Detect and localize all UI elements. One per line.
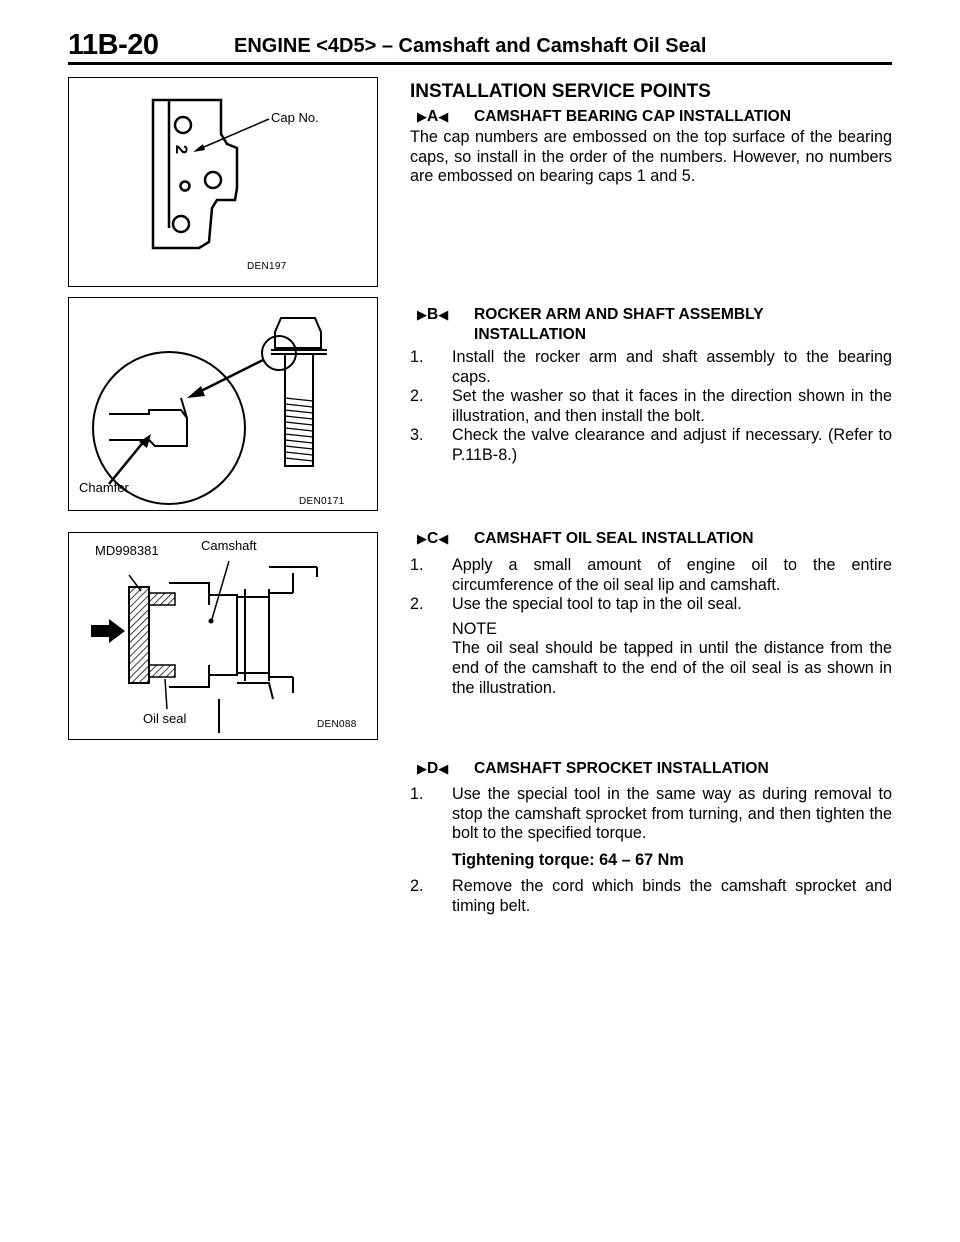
page-title: ENGINE <4D5> – Camshaft and Camshaft Oil Seal — [234, 35, 707, 57]
list-c — [410, 556, 892, 698]
list-item: 2. Use the special tool to tap in the oil seal. — [410, 595, 742, 614]
cap-digit: 2 — [172, 144, 192, 155]
list-item: 1. Install the rocker arm and shaft assembly to the bearing caps. — [410, 348, 892, 386]
heading-b-line2: INSTALLATION — [474, 325, 587, 343]
note-label: NOTE — [452, 619, 497, 638]
heading-b-line1: ROCKER ARM AND SHAFT ASSEMBLY — [474, 306, 764, 323]
camshaft-label: Camshaft — [201, 538, 257, 553]
marker-b: ▶B◀ — [417, 306, 449, 323]
heading-a: CAMSHAFT BEARING CAP INSTALLATION — [474, 108, 792, 125]
figure-bearing-cap — [68, 77, 378, 287]
figure-oil-seal — [68, 532, 378, 740]
list-item: 2. Remove the cord which binds the camshaft sprocket and timing belt. — [410, 877, 892, 915]
marker-d: ▶D◀ — [417, 760, 449, 777]
page-header — [68, 30, 892, 62]
header-rule — [68, 62, 892, 65]
heading-c: CAMSHAFT OIL SEAL INSTALLATION — [474, 530, 754, 547]
note-text: The oil seal should be tapped in until the distance from the end of the camshaft to the end of the oil seal is as shown in the illustration. — [452, 639, 892, 697]
marker-c: ▶C◀ — [417, 530, 449, 547]
bearing-cap-drawing — [69, 78, 379, 288]
section-title: INSTALLATION SERVICE POINTS — [410, 81, 711, 102]
heading-d: CAMSHAFT SPROCKET INSTALLATION — [474, 760, 769, 777]
subheading-b — [417, 305, 887, 344]
marker-a: ▶A◀ — [417, 108, 449, 125]
oil-seal-drawing — [69, 533, 379, 741]
list-item: 2. Set the washer so that it faces in the direction shown in the illustration, and then install the bolt. — [410, 387, 892, 425]
torque-spec: Tightening torque: 64 – 67 Nm — [452, 850, 684, 869]
list-item: 1. Apply a small amount of engine oil to the entire circumference of the oil seal lip and camshaft. — [410, 556, 892, 594]
cap-no-label: Cap No. — [271, 110, 319, 125]
tool-label: MD998381 — [95, 543, 159, 558]
paragraph-a: The cap numbers are embossed on the top surface of the bearing caps, so install in the order of the numbers. However, no numbers are embossed on bearing caps 1 and 5. — [410, 128, 892, 186]
figure-code: DEN197 — [247, 261, 287, 272]
figure-rocker-bolt — [68, 297, 378, 511]
figure-code: DEN0171 — [299, 496, 345, 507]
oil-seal-label: Oil seal — [143, 711, 187, 726]
list-item: 3. Check the valve clearance and adjust if necessary. (Refer to P.11B-8.) — [410, 426, 892, 464]
subheading-d — [417, 759, 887, 779]
list-item: 1. Use the special tool in the same way as during removal to stop the camshaft sprocket from turning, and then tighten the bolt to the specified torque. — [410, 785, 892, 843]
figure-code: DEN088 — [317, 719, 357, 730]
chamfer-label: Chamfer — [79, 480, 129, 495]
subheading-a — [417, 107, 887, 127]
page-number: 11B-20 — [68, 29, 159, 61]
subheading-c — [417, 529, 887, 549]
list-b — [410, 348, 892, 466]
list-d — [410, 785, 892, 917]
